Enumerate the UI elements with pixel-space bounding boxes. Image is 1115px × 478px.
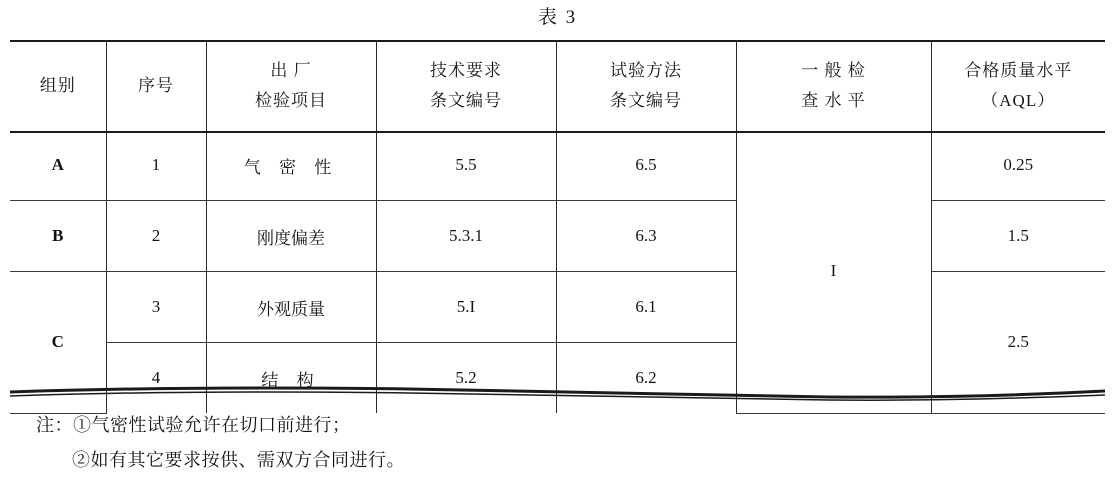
table-caption: 表 3 xyxy=(537,7,578,28)
table-body xyxy=(10,130,1105,413)
cell-aql: 2.5 xyxy=(931,272,1105,414)
header-line: 条文编号 xyxy=(430,91,502,110)
cell-item: 结 构 xyxy=(206,343,376,414)
cell-method: 6.2 xyxy=(556,343,736,414)
header-line: 出 厂 xyxy=(270,61,312,80)
cell-group: C xyxy=(10,272,106,414)
cell-item: 外观质量 xyxy=(206,272,376,343)
header-cell-inspection-level xyxy=(736,42,931,130)
header-cell-aql xyxy=(931,42,1105,130)
header-cell-group xyxy=(10,42,106,130)
table-head xyxy=(10,42,1105,130)
table-row xyxy=(10,272,1105,343)
spec-table xyxy=(10,42,1105,414)
cell-tech: 5.I xyxy=(376,272,556,343)
cell-no: 2 xyxy=(106,201,206,272)
header-row xyxy=(10,42,1105,130)
cell-no: 4 xyxy=(106,343,206,414)
header-line: （AQL） xyxy=(981,91,1056,110)
cell-method: 6.5 xyxy=(556,130,736,201)
table-row xyxy=(10,201,1105,272)
spec-table-wrapper xyxy=(10,42,1105,414)
header-line: 试验方法 xyxy=(610,61,682,80)
header-cell-no xyxy=(106,42,206,130)
header-line: 组别 xyxy=(39,76,76,95)
table-bottom-rule xyxy=(8,383,1107,401)
note-line-1: 注：①气密性试验允许在切口前进行； xyxy=(36,415,351,435)
cell-item: 气 密 性 xyxy=(206,130,376,201)
header-line: 条文编号 xyxy=(610,91,682,110)
table-row xyxy=(10,130,1105,201)
header-line: 序号 xyxy=(138,76,174,95)
cell-aql: 1.5 xyxy=(931,201,1105,272)
header-cell-item xyxy=(206,42,376,130)
header-line: 查 水 平 xyxy=(801,91,866,110)
header-line: 技术要求 xyxy=(430,61,502,80)
cell-tech: 5.2 xyxy=(376,343,556,414)
cell-no: 3 xyxy=(106,272,206,343)
cell-method: 6.3 xyxy=(556,201,736,272)
note-line-2: ②如有其它要求按供、需双方合同进行。 xyxy=(72,450,405,470)
header-cell-method xyxy=(556,42,736,130)
cell-tech: 5.3.1 xyxy=(376,201,556,272)
cell-inspection-level: I xyxy=(736,130,931,413)
cell-group: B xyxy=(10,201,106,272)
header-line: 检验项目 xyxy=(255,91,327,110)
cell-no: 1 xyxy=(106,130,206,201)
cell-item: 刚度偏差 xyxy=(206,201,376,272)
table-header-rule xyxy=(10,131,1105,133)
cell-tech: 5.5 xyxy=(376,130,556,201)
header-line: 一 般 检 xyxy=(801,61,866,80)
header-cell-tech xyxy=(376,42,556,130)
cell-aql: 0.25 xyxy=(931,130,1105,201)
cell-method: 6.1 xyxy=(556,272,736,343)
header-line: 合格质量水平 xyxy=(964,61,1073,80)
cell-group: A xyxy=(10,130,106,201)
table-notes xyxy=(36,408,405,478)
